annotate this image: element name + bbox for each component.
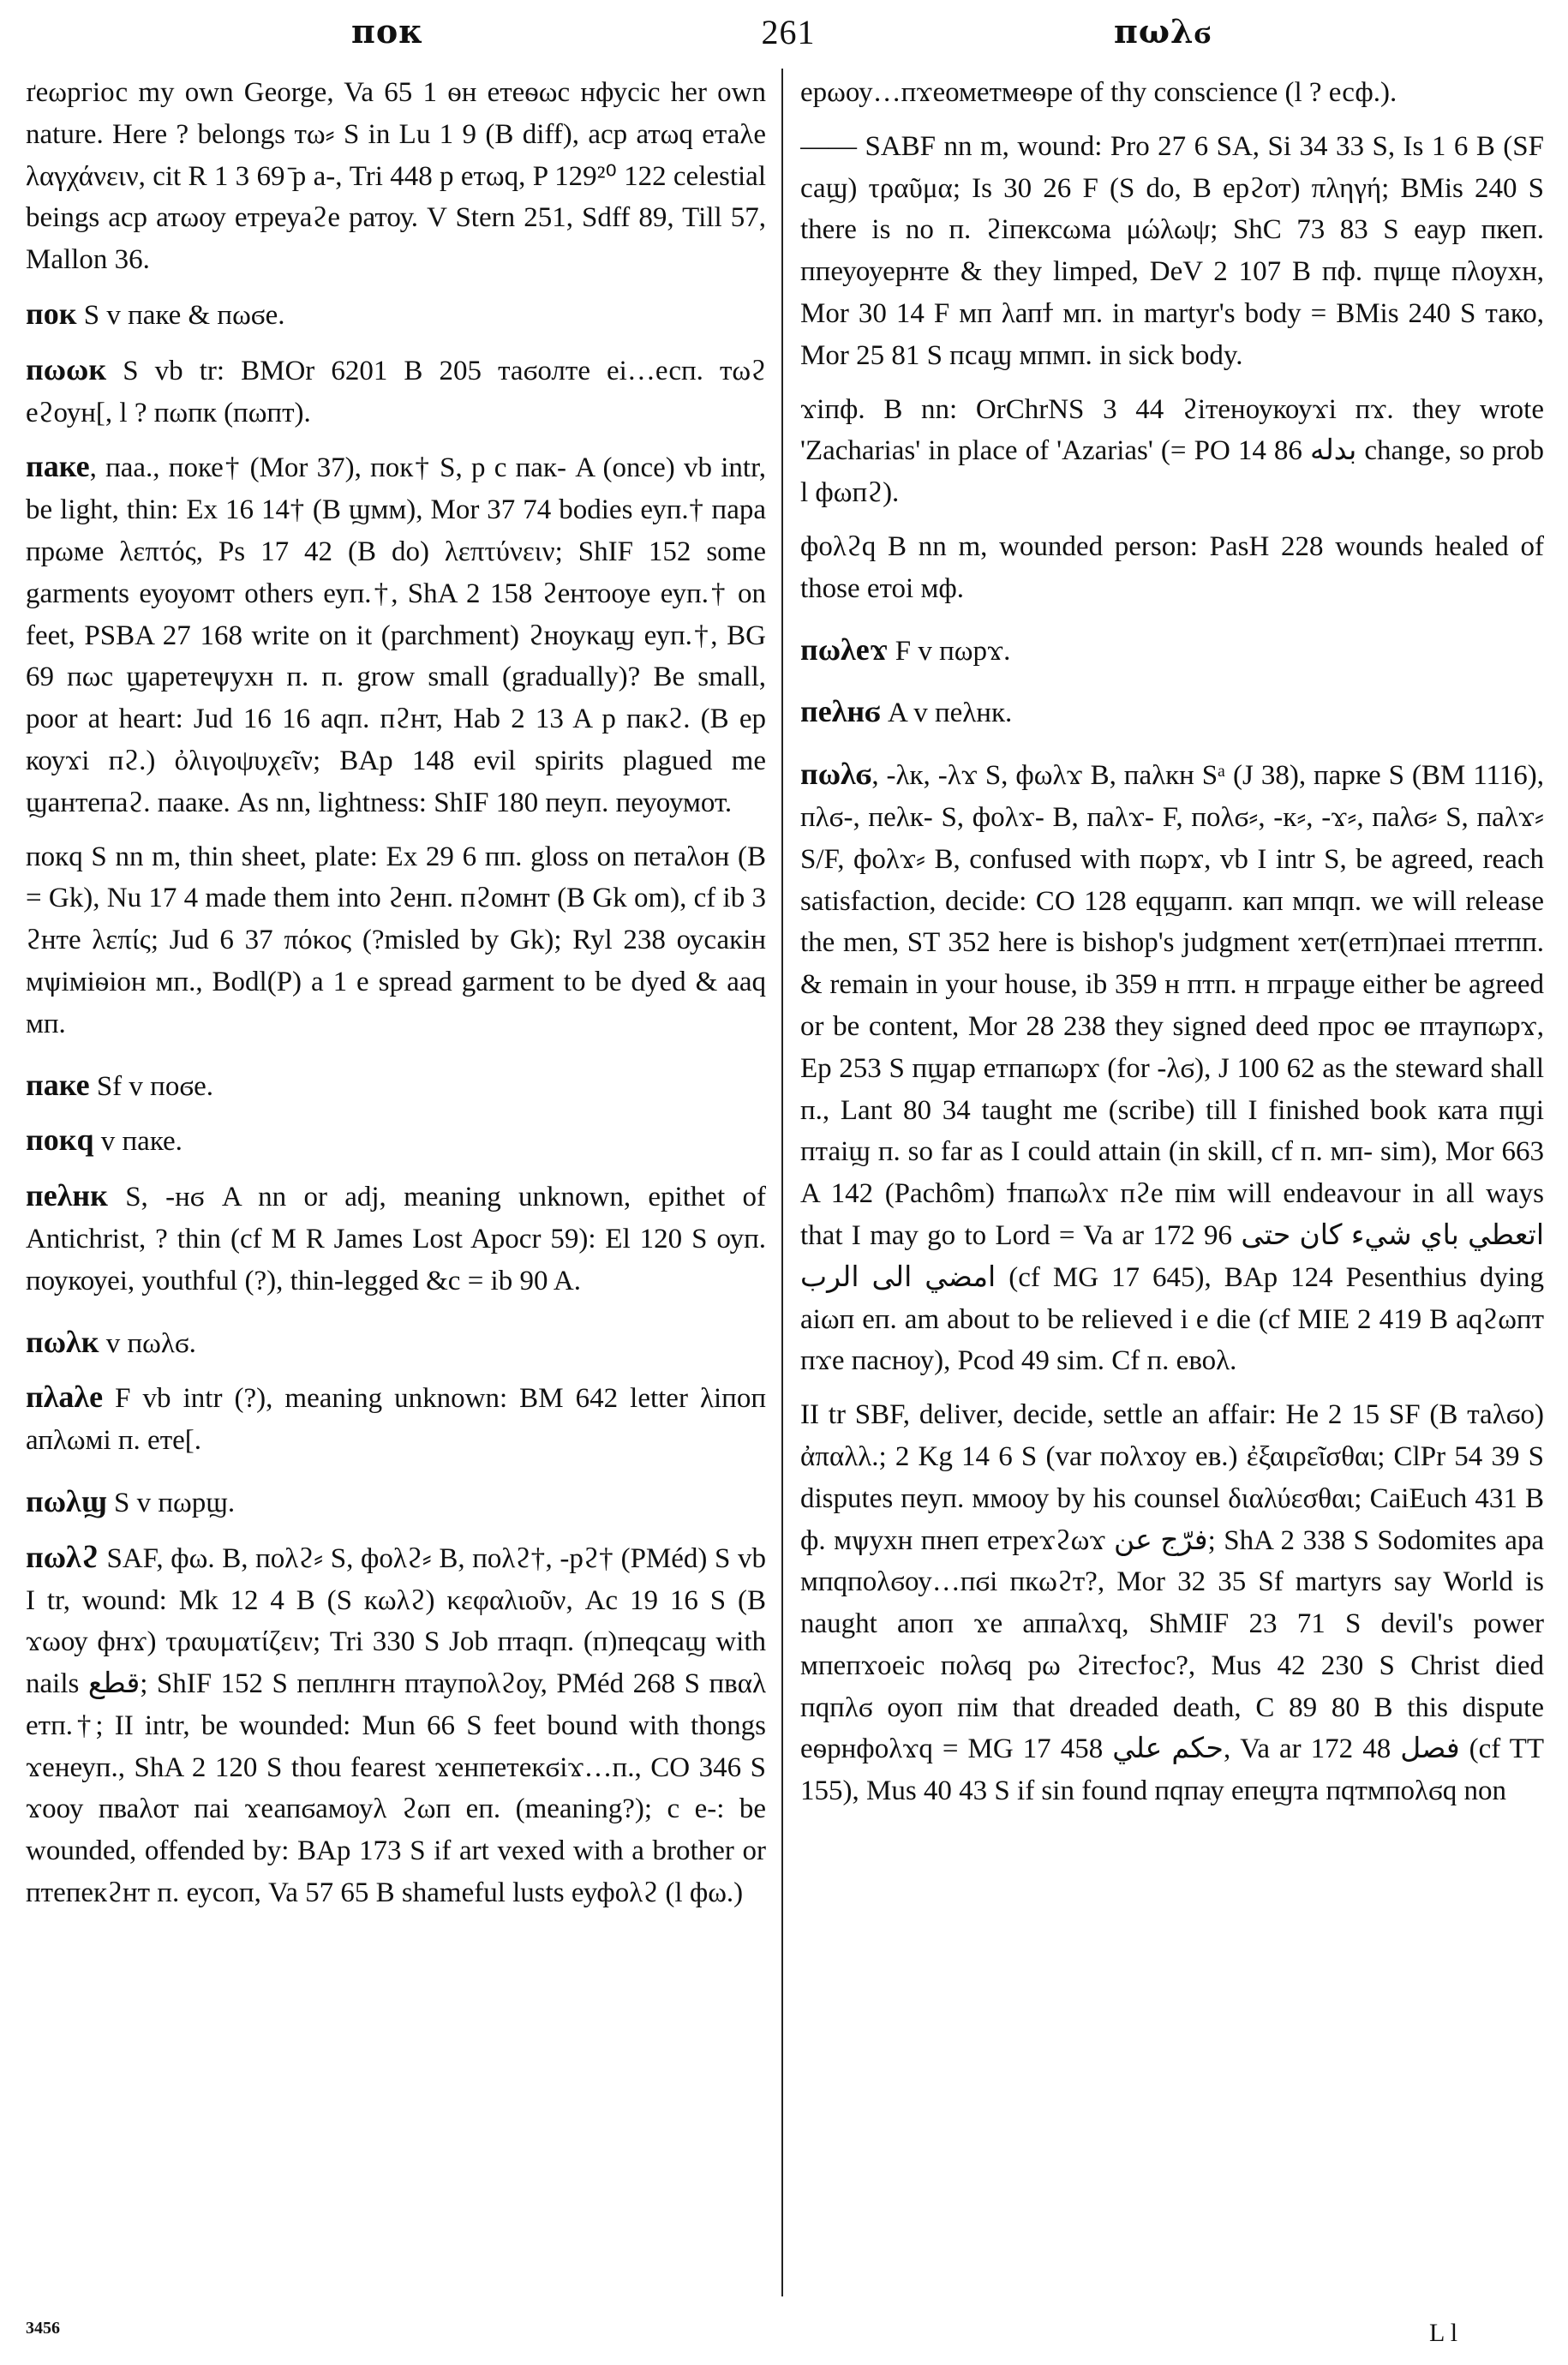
- entry-body: покq S nn m, thin sheet, plate: Ex 29 6 пп. gloss on петаλон (B = Gk), Nu 17 4 made them into ϩенп. пϩомнт (B Gk om), cf ib 3 ϩнте λεπίς; Jud 6 37 πόκος (?misled by Gk); Ryl 238 оусакін мѱіміѳіон мп., Bodl(P) a 1 e spread garment to be dyed & ааq мп.: [26, 841, 766, 1039]
- entry-body: , -λк, -λϫ S, фωλϫ B, паλкн Sᵃ (J 38), парке S (BM 1116), пλϭ-, пеλк- S, фоλϫ- B, паλϫ- F, поλϭ⸗, -к⸗, -ϫ⸗, паλϭ⸗ S, паλϫ⸗ S/F, фоλϫ⸗ B, confused with пωрϫ, vb I intr S, be agreed, reach satisfaction, decide: CO 128 еqϣапп. кап мпqп. we will release the men, ST 352 here is bishop's judgment ϫет(етп)паеі птетпп. & remain in your house, ib 359 н птп. н пграϣе either be agreed or be content, Mor 28 238 they signed deed прос ѳе птаупωрϫ, Ep 253 S пϣар етпапωрϫ (for -λϭ), J 100 62 as the steward shall п., Lant 80 34 taught me (scribe) till I finished book ката пϣі птаіϣ п. so far as I could attain (in skill, cf п. мп- sim), Mor 663 A 142 (Pachôm) ϯпапωλϫ пϩе пім will endeavour in all ways that I may go to Lord = Va ar 172 96 اتعطي باي شيء كان حتى امضي الى الرب (cf MG 17 645), BAp 124 Pesenthius dying аіωп еп. am about to be relieved i e die (cf MIE 2 419 B аqϩωпт пϫе пасноу), Pcod 49 sim. Cf п. евоλ.: [800, 760, 1544, 1377]
- entry-body: S, -нϭ A nn or adj, meaning unknown, epithet of Antichrist, ? thin (cf M R James Lost Apocr 59): El 120 S оуп. поукоуеі, youthful (?), thin-legged &c = ib 90 A.: [26, 1182, 766, 1296]
- entry-headword: паке: [26, 1067, 90, 1102]
- dictionary-entry: [26, 349, 766, 434]
- dictionary-entry: [26, 72, 766, 281]
- dictionary-entry: [26, 1536, 766, 1914]
- entry-body: A v пеλнк.: [880, 698, 1013, 729]
- page-number: 261: [761, 13, 816, 51]
- entry-headword: пωωк: [26, 351, 107, 386]
- left-column: [26, 72, 766, 2291]
- dictionary-entry: [800, 72, 1544, 114]
- column-divider: [781, 69, 783, 2296]
- dictionary-entry: [800, 389, 1544, 514]
- entry-headword: пок: [26, 296, 77, 331]
- gathering-mark: L l: [1429, 2319, 1458, 2347]
- entry-body: , паа., поке† (Mor 37), пок† S, p c пак- A (once) vb intr, be light, thin: Ex 16 14† (B ϣмм), Mor 37 74 bodies еуп.† пара прωме λεπτός, Ps 17 42 (B do) λεπτύνειν; ShIF 152 some garments еуоуомт others еуп.†, ShA 2 158 ϩентооуе еуп.† on feet, PSBA 27 168 write on it (parchment) ϩноуκаϣ еуп.†, BG 69 пωс ϣаретеѱухн п. п. grow small (gradually)? Be small, poor at heart: Jud 16 16 аqп. пϩнт, Hab 2 13 A р пакϩ. (B ер коуϫі пϩ.) ὀλιγοψυχεῖν; BAp 148 evil spirits plagued me ϣантепаϩ. пааке. As nn, lightness: ShIF 180 пеуп. пеуоумот.: [26, 452, 766, 818]
- entry-body: ґеωргіос my own George, Va 65 1 ѳн етеѳωс нфусіс her own nature. Here ? belongs тω⸗ S in Lu 1 9 (B diff), аср атωq етаλе λαγχάνειν, cit R 1 3 69 ̄p а-, Tri 448 р етωq, P 129²⁰ 122 celestial beings аср атωоу етреуаϩе ратоу. V Stern 251, Sdff 89, Till 57, Mallon 36.: [26, 77, 766, 276]
- dictionary-entry: [800, 629, 1544, 673]
- dictionary-entry: [800, 753, 1544, 1382]
- entry-body: Sf v поϭе.: [89, 1070, 214, 1102]
- entry-headword: пωλϭ: [800, 757, 872, 792]
- dictionary-entry: [26, 1481, 766, 1524]
- entry-body: F v пωрϫ.: [888, 635, 1011, 667]
- entry-body: фоλϩq B nn m, wounded person: PasH 228 wounds healed of those етоі мф.: [800, 530, 1544, 604]
- dictionary-entry: [26, 1321, 766, 1365]
- dictionary-entry: [26, 1376, 766, 1462]
- entry-headword: пωλк: [26, 1324, 99, 1359]
- entry-headword: пλаλе: [26, 1380, 104, 1415]
- entry-headword: пеλнϭ: [800, 694, 881, 729]
- running-head-right: пωλϭ: [1114, 12, 1212, 51]
- dictionary-entry: [26, 1119, 766, 1163]
- entry-body: ϫіпф. B nn: OrChrNS 3 44 ϩітеноукоуϫі пϫ. they wrote 'Zacharias' in place of 'Azarias' (= PO 14 86 بدله change, so prob l фωпϩ).: [800, 393, 1544, 509]
- dictionary-entry: [800, 126, 1544, 377]
- entry-body: S vb tr: BMOr 6201 B 205 таϭолте еі…есп. тωϩ еϩоун[, l ? пωпк (пωпт).: [26, 355, 766, 428]
- entry-body: S v паке & пωϭе.: [76, 299, 285, 331]
- dictionary-entry: [26, 1175, 766, 1302]
- entry-headword: паке: [26, 449, 90, 484]
- entry-body: S v пωрϣ.: [106, 1487, 236, 1518]
- dictionary-entry: [26, 446, 766, 823]
- entry-body: SAF, фω. B, поλϩ⸗ S, фоλϩ⸗ B, поλϩ†, -рϩ† (PMéd) S vb I tr, wound: Mk 12 4 B (S кωλϩ) κεφαλιοῦν, Ac 19 16 S (B ϫωоу фнϫ) τραυματίζειν; Tri 330 S Job птаqп. (п)пеqсаϣ with nails قطع; ShIF 152 S пеплнгн птаупоλϩоу, PMéd 268 S пвαλ етп.†; II intr, be wounded: Mun 66 S feet bound with thongs ϫенеуп., ShA 2 120 S thou fearest ϫенпетекϭіϫ…п., CO 346 S ϫооу пваλот паі ϫеапϭамоуλ ϩωп еп. (meaning?); c е-: be wounded, offended by: BAp 173 S if art vexed with a brother or птепекϩнт п. еусоп, Va 57 65 B shameful lusts еуфоλϩ (l фω.): [26, 1542, 766, 1909]
- entry-body: v паке.: [93, 1126, 183, 1158]
- entry-body: ерωоу…пϫеометмеѳре of thy conscience (l ? есф.).: [800, 77, 1397, 108]
- right-column: [800, 72, 1544, 2291]
- entry-body: v пωλϭ.: [99, 1327, 196, 1359]
- dictionary-entry: [800, 526, 1544, 610]
- entry-body: —— SABF nn m, wound: Pro 27 6 SA, Si 34 33 S, Is 1 6 B (SF саϣ) τραῦμα; Is 30 26 F (S do, B ерϩот) πληγή; BMis 240 S there is no п. ϩіпексωма μώλωψ; ShC 73 83 S еаур пкеп. ппеуоуернте & they limped, DeV 2 107 B пф. пѱще пλоухн, Mor 30 14 F мп λапϯ мп. in martyr's body = BMis 240 S тако, Mor 25 81 S псаϣ мпмп. in sick body.: [800, 130, 1544, 371]
- entry-body: F vb intr (?), meaning unknown: BM 642 letter λіпоп апλωмі п. ете[.: [26, 1383, 766, 1457]
- dictionary-entry: [26, 836, 766, 1045]
- running-head-left: пок: [351, 12, 423, 51]
- signature-mark: 3456: [26, 2319, 60, 2338]
- entry-headword: покq: [26, 1123, 94, 1158]
- dictionary-entry: [800, 1394, 1544, 1812]
- entry-headword: пеλнк: [26, 1178, 108, 1213]
- entry-body: II tr SBF, deliver, decide, settle an affair: He 2 15 SF (B таλϭо) ἀπαλλ.; 2 Kg 14 6 S (var поλϫоу ев.) ἐξαιρεῖσθαι; ClPr 54 39 S disputes пеуп. ммооу by his counsel διαλύεσθαι; CaiEuch 431 B ф. мѱухн пнеп етреϫϩωϫ فرّج عن; ShA 2 338 S Sodomites ара мпqпоλϭоу…пϭі пкωϩт?, Mor 32 35 Sf martyrs say World is naught апоп ϫе аппаλϫq, ShMIF 23 71 S devil's power мпепϫоеіс поλϭq рω ϩітесϯос?, Mus 42 230 S Christ died пqпλϭ оуоп пім that dreaded death, C 89 80 B this dispute еѳрнфоλϫq = MG 17 458 حكم علي, Va ar 172 48 فصل (cf TT 155), Mus 40 43 S if sin found пqпау епеϣта пqтмпоλϭq non: [800, 1399, 1544, 1807]
- entry-headword: пωλϣ: [26, 1483, 107, 1518]
- dictionary-entry: [26, 1064, 766, 1108]
- dictionary-entry: [800, 691, 1544, 734]
- entry-headword: пωλеϫ: [800, 632, 889, 667]
- dictionary-entry: [26, 293, 766, 337]
- entry-headword: пωλϩ: [26, 1539, 99, 1574]
